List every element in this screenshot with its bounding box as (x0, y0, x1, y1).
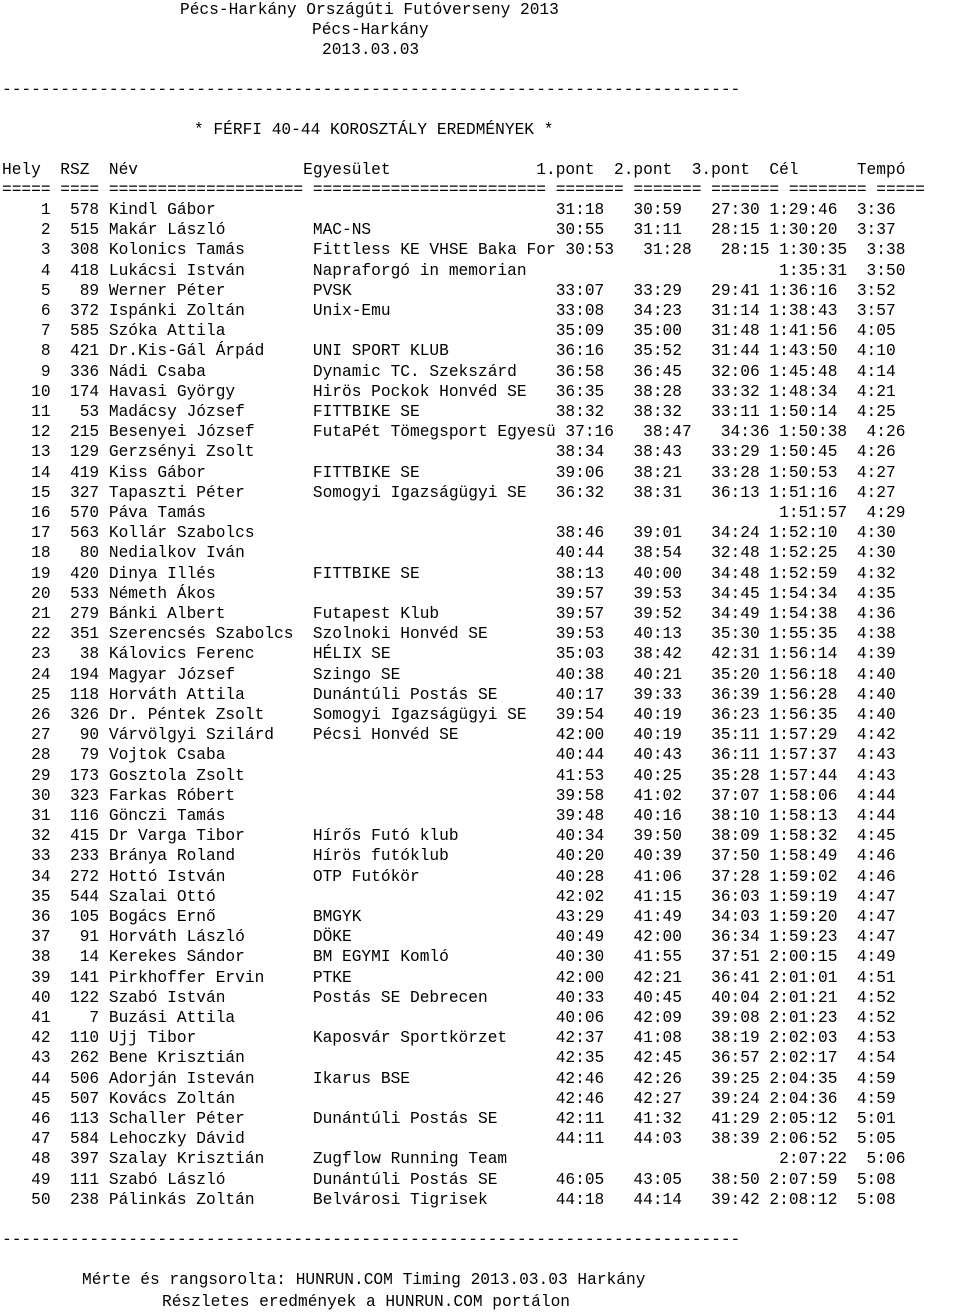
table-row: 38 14 Kerekes Sándor BM EGYMI Komló 40:30 41:55 37:51 2:00:15 4:49 (2, 948, 896, 967)
table-underline: ===== ==== ==================== ======================== ======= ======= ======= ======== ===== (2, 181, 925, 199)
table-row: 5 89 Werner Péter PVSK 33:07 33:29 29:41 1:36:16 3:52 (2, 281, 896, 300)
table-row: 6 372 Ispánki Zoltán Unix-Emu 33:08 34:23 31:14 1:38:43 3:57 (2, 302, 896, 320)
table-row: 13 129 Gerzsényi Zsolt 38:34 38:43 33:29 1:50:45 4:26 (2, 443, 896, 462)
header-separator: ---------------------------------------------------------------------------- (2, 81, 741, 99)
table-row: 30 323 Farkas Róbert 39:58 41:02 37:07 1:58:06 4:44 (2, 786, 896, 805)
table-row: 45 507 Kovács Zoltán 42:46 42:27 39:24 2:04:36 4:59 (2, 1089, 896, 1108)
table-row: 42 110 Ujj Tibor Kaposvár Sportkörzet 42:37 41:08 38:19 2:02:03 4:53 (2, 1029, 896, 1048)
table-row: 41 7 Buzási Attila 40:06 42:09 39:08 2:01:23 4:52 (2, 1009, 896, 1027)
footer-timing: Mérte és rangsorolta: HUNRUN.COM Timing 2013.03.03 Harkány (82, 1271, 646, 1289)
table-row: 10 174 Havasi György Hirös Pockok Honvéd SE 36:35 38:28 33:32 1:48:34 4:21 (2, 382, 896, 401)
table-header: Hely RSZ Név Egyesület 1.pont 2.pont 3.pont Cél Tempó (2, 161, 906, 179)
table-row: 34 272 Hottó István OTP Futókör 40:28 41:06 37:28 1:59:02 4:46 (2, 867, 896, 886)
table-row: 39 141 Pirkhoffer Ervin PTKE 42:00 42:21 36:41 2:01:01 4:51 (2, 968, 896, 987)
table-row: 28 79 Vojtok Csaba 40:44 40:43 36:11 1:57:37 4:43 (2, 746, 896, 765)
table-row: 9 336 Nádi Csaba Dynamic TC. Szekszárd 36:58 36:45 32:06 1:45:48 4:14 (2, 362, 896, 381)
table-row: 1 578 Kindl Gábor 31:18 30:59 27:30 1:29:46 3:36 (2, 201, 896, 219)
header-title: Pécs-Harkány Országúti Futóverseny 2013 (180, 1, 559, 19)
table-row: 15 327 Tapaszti Péter Somogyi Igazságügyi SE 36:32 38:31 36:13 1:51:16 4:27 (2, 483, 896, 502)
table-row: 11 53 Madácsy József FITTBIKE SE 38:32 38:32 33:11 1:50:14 4:25 (2, 403, 896, 421)
table-row: 8 421 Dr.Kis-Gál Árpád UNI SPORT KLUB 36:16 35:52 31:44 1:43:50 4:10 (2, 342, 896, 361)
table-row: 27 90 Várvölgyi Szilárd Pécsi Honvéd SE 42:00 40:19 35:11 1:57:29 4:42 (2, 726, 896, 745)
table-row: 2 515 Makár László MAC-NS 30:55 31:11 28:15 1:30:20 3:37 (2, 221, 896, 240)
table-row: 31 116 Gönczi Tamás 39:48 40:16 38:10 1:58:13 4:44 (2, 807, 896, 825)
table-row: 36 105 Bogács Ernő BMGYK 43:29 41:49 34:03 1:59:20 4:47 (2, 908, 896, 926)
table-row: 44 506 Adorján Isteván Ikarus BSE 42:46 42:26 39:25 2:04:35 4:59 (2, 1069, 896, 1088)
table-row: 49 111 Szabó László Dunántúli Postás SE 46:05 43:05 38:50 2:07:59 5:08 (2, 1170, 896, 1189)
table-row: 18 80 Nedialkov Iván 40:44 38:54 32:48 1:52:25 4:30 (2, 544, 896, 563)
table-row: 33 233 Bránya Roland Hírös futóklub 40:20 40:39 37:50 1:58:49 4:46 (2, 847, 896, 866)
table-row: 23 38 Kálovics Ferenc HÉLIX SE 35:03 38:42 42:31 1:56:14 4:39 (2, 645, 896, 664)
table-row: 35 544 Szalai Ottó 42:02 41:15 36:03 1:59:19 4:47 (2, 887, 896, 906)
table-row: 32 415 Dr Varga Tibor Hírős Futó klub 40:34 39:50 38:09 1:58:32 4:45 (2, 827, 896, 846)
table-row: 4 418 Lukácsi István Napraforgó in memorian 1:35:31 3:50 (2, 261, 906, 280)
table-row: 37 91 Horváth László DÖKE 40:49 42:00 36:34 1:59:23 4:47 (2, 928, 896, 947)
table-row: 46 113 Schaller Péter Dunántúli Postás SE 42:11 41:32 41:29 2:05:12 5:01 (2, 1110, 896, 1128)
table-row: 40 122 Szabó István Postás SE Debrecen 40:33 40:45 40:04 2:01:21 4:52 (2, 988, 896, 1007)
header-date: 2013.03.03 (322, 41, 420, 59)
table-row: 19 420 Dinya Illés FITTBIKE SE 38:13 40:00 34:48 1:52:59 4:32 (2, 564, 896, 583)
table-row: 12 215 Besenyei József FutaPét Tömegsport Egyesü 37:16 38:47 34:36 1:50:38 4:26 (2, 423, 906, 442)
table-row: 25 118 Horváth Attila Dunántúli Postás SE 40:17 39:33 36:39 1:56:28 4:40 (2, 685, 896, 704)
table-row: 50 238 Pálinkás Zoltán Belvárosi Tigrisek 44:18 44:14 39:42 2:08:12 5:08 (2, 1190, 896, 1209)
table-row: 43 262 Bene Krisztián 42:35 42:45 36:57 2:02:17 4:54 (2, 1049, 896, 1068)
table-row: 20 533 Németh Ákos 39:57 39:53 34:45 1:54:34 4:35 (2, 584, 896, 603)
table-row: 48 397 Szalay Krisztián Zugflow Running Team 2:07:22 5:06 (2, 1150, 906, 1169)
table-row: 22 351 Szerencsés Szabolcs Szolnoki Honvéd SE 39:53 40:13 35:30 1:55:35 4:38 (2, 625, 896, 644)
table-row: 26 326 Dr. Péntek Zsolt Somogyi Igazságügyi SE 39:54 40:19 36:23 1:56:35 4:40 (2, 706, 896, 724)
table-row: 21 279 Bánki Albert Futapest Klub 39:57 39:52 34:49 1:54:38 4:36 (2, 605, 896, 623)
table-row: 7 585 Szóka Attila 35:09 35:00 31:48 1:41:56 4:05 (2, 322, 896, 341)
header-location: Pécs-Harkány (312, 21, 429, 39)
table-row: 17 563 Kollár Szabolcs 38:46 39:01 34:24 1:52:10 4:30 (2, 524, 896, 543)
table-row: 24 194 Magyar József Szingo SE 40:38 40:21 35:20 1:56:18 4:40 (2, 665, 896, 684)
category-title: * FÉRFI 40-44 KOROSZTÁLY EREDMÉNYEK * (194, 121, 554, 139)
footer-separator: ---------------------------------------------------------------------------- (2, 1231, 741, 1249)
table-row: 16 570 Páva Tamás 1:51:57 4:29 (2, 504, 906, 522)
table-row: 29 173 Gosztola Zsolt 41:53 40:25 35:28 1:57:44 4:43 (2, 766, 896, 785)
table-row: 3 308 Kolonics Tamás Fittless KE VHSE Baka For 30:53 31:28 28:15 1:30:35 3:38 (2, 241, 906, 260)
table-row: 14 419 Kiss Gábor FITTBIKE SE 39:06 38:21 33:28 1:50:53 4:27 (2, 463, 896, 482)
footer-details: Részletes eredmények a HUNRUN.COM portálon (162, 1293, 570, 1311)
table-row: 47 584 Lehoczky Dávid 44:11 44:03 38:39 2:06:52 5:05 (2, 1130, 896, 1149)
